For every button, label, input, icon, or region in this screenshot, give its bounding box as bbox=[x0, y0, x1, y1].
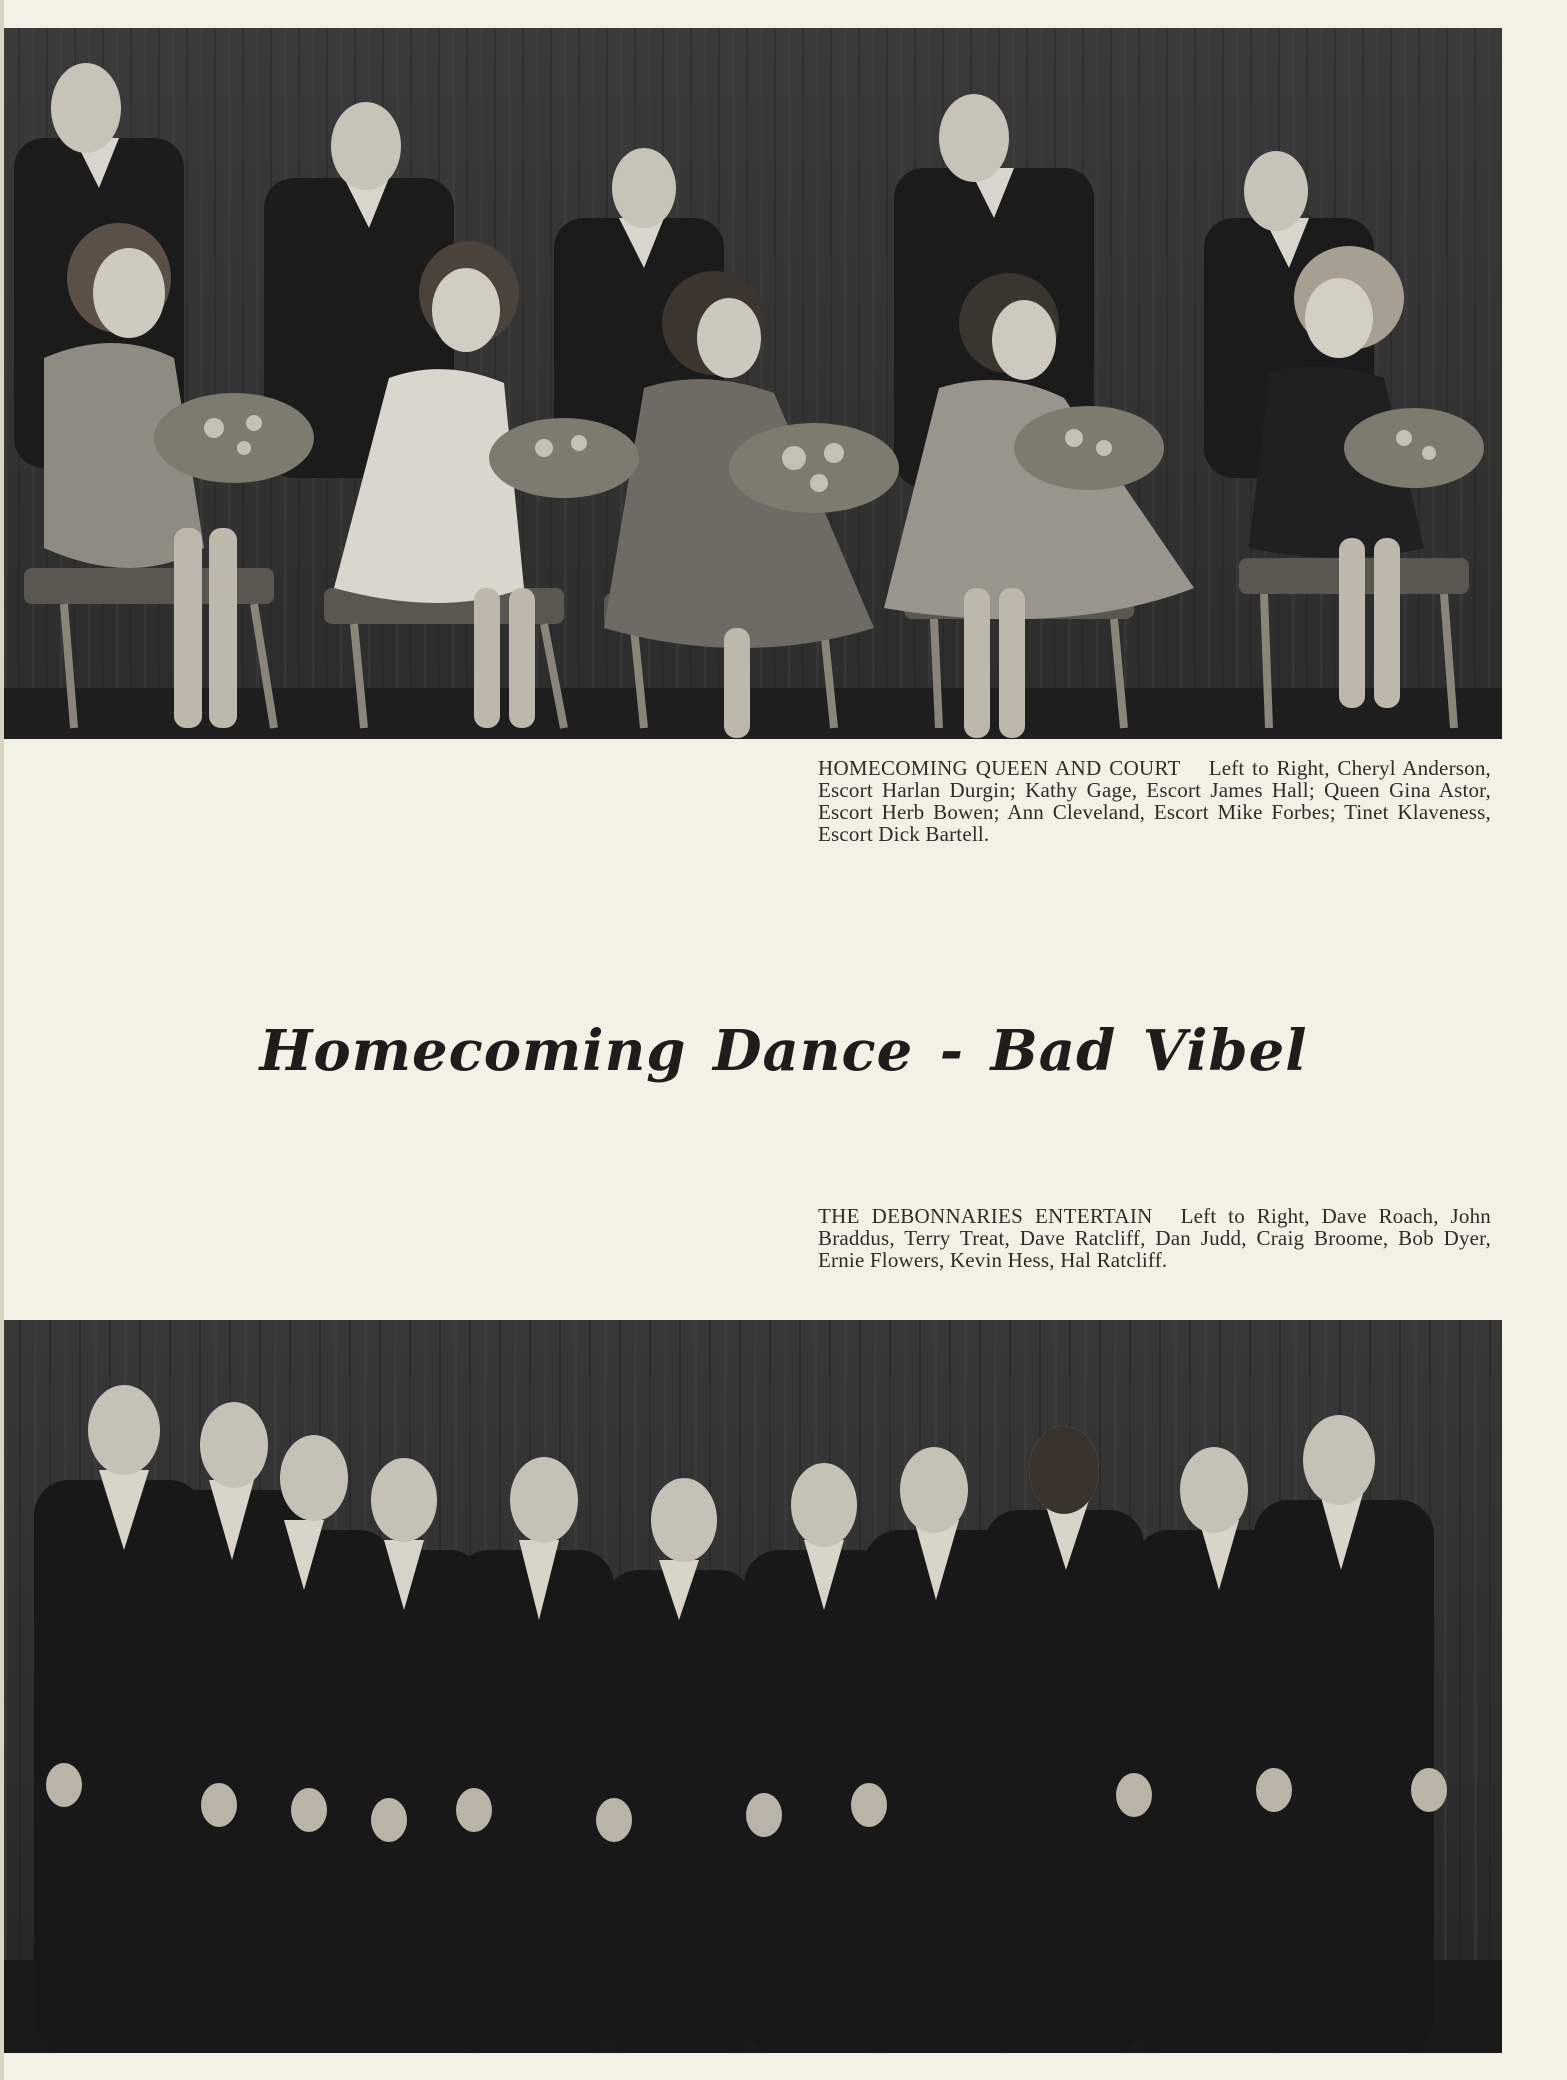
caption-lead: HOMECOMING QUEEN AND COURT bbox=[818, 756, 1181, 780]
homecoming-court-photo bbox=[4, 28, 1502, 739]
caption-body: Left to Right, Dave Roach, John Braddus, Terry Treat, Dave Ratcliff, Dan Judd, Craig Broome, Bob Dyer, Ernie Flowers, Kevin Hess, Hal Ratcliff. bbox=[818, 1204, 1491, 1272]
caption-lead: THE DEBONNARIES ENTERTAIN bbox=[818, 1204, 1153, 1228]
debonnaries-photo bbox=[4, 1320, 1502, 2053]
caption-body: Left to Right, Cheryl Anderson, Escort Harlan Durgin; Kathy Gage, Escort James Hall; Queen Gina Astor, Escort Herb Bowen; Ann Cleveland, Escort Mike Forbes; Tinet Klaveness, Escort Dick Bartell. bbox=[818, 756, 1491, 846]
homecoming-court-caption bbox=[818, 757, 1491, 869]
page-title: Homecoming Dance - Bad Vibel bbox=[259, 1018, 1308, 1084]
debonnaries-caption bbox=[818, 1205, 1491, 1295]
